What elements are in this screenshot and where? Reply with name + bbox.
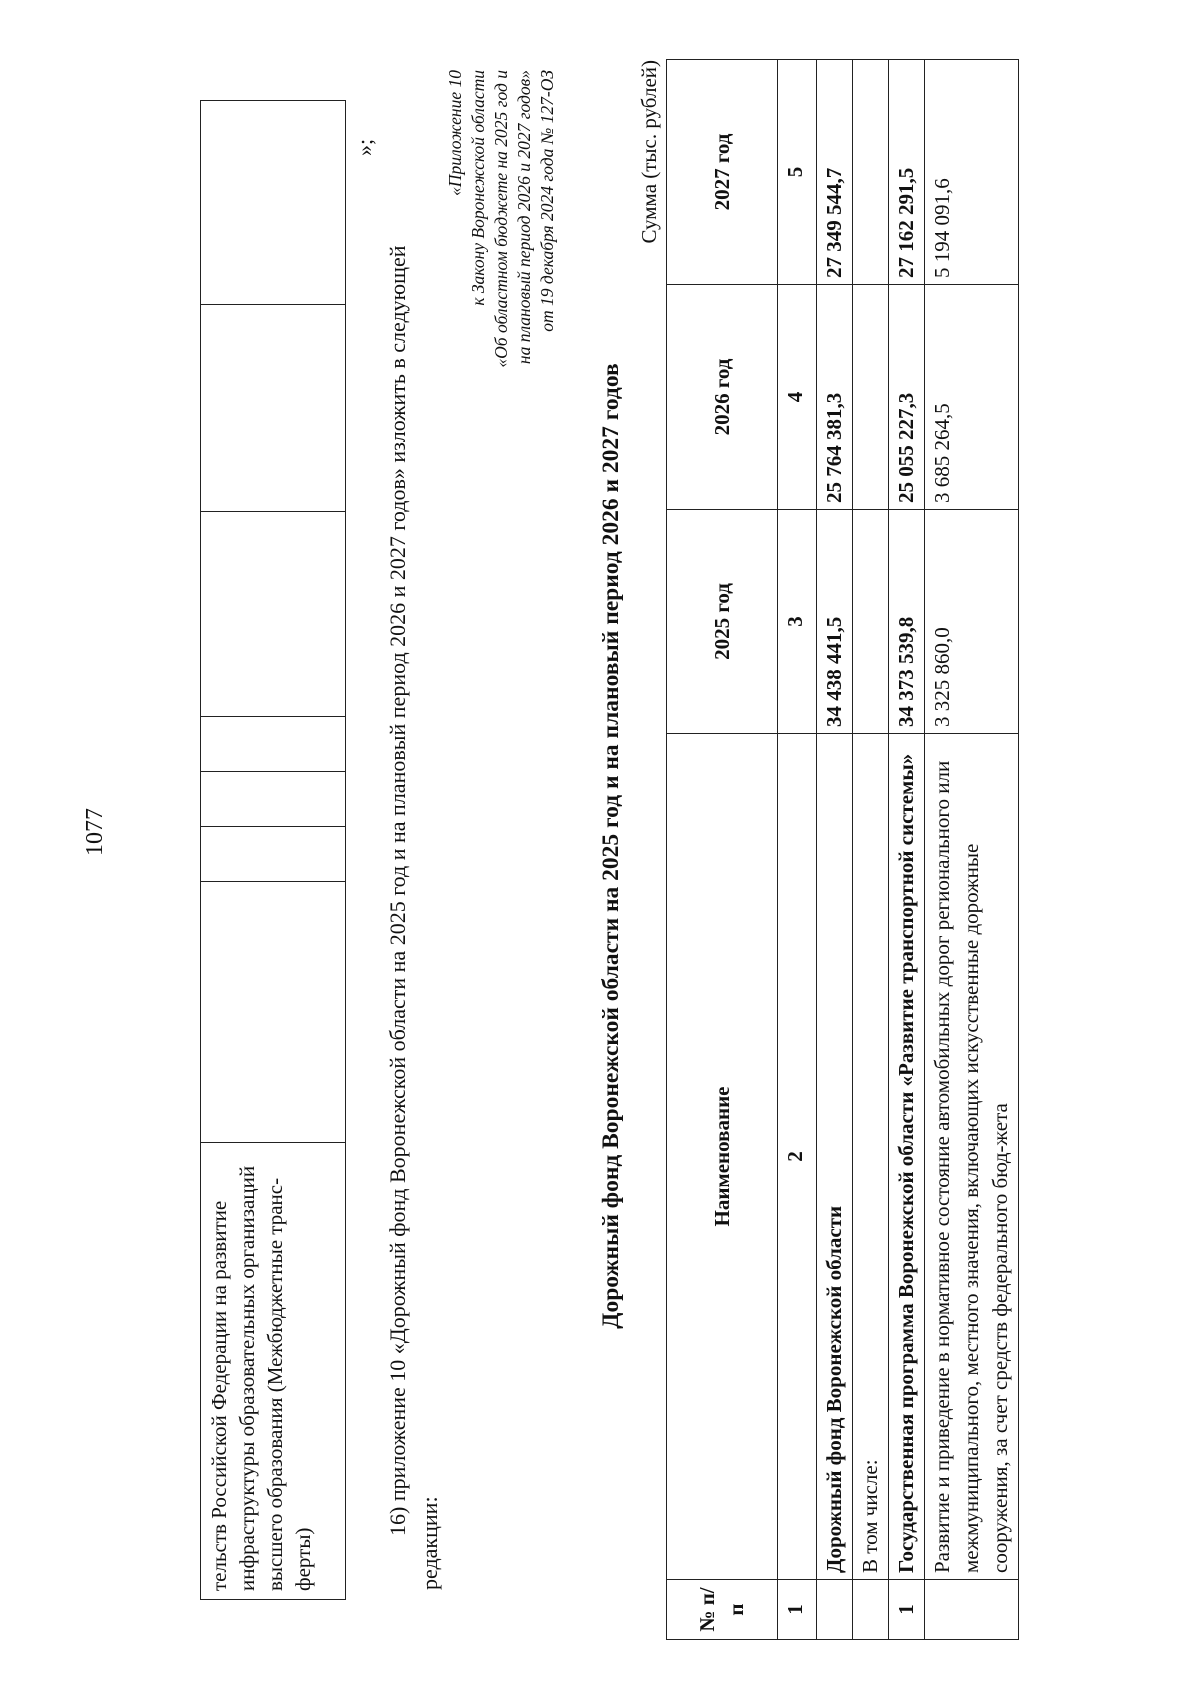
row-name: В том числе:	[853, 734, 889, 1580]
road-fund-table	[666, 59, 1019, 1640]
table-title: Дорожный фонд Воронежской области на 2025 год и на плановый период 2026 и 2027 годов	[598, 363, 624, 1329]
table-row	[925, 60, 1019, 1640]
row-name: Дорожный фонд Воронежской области	[817, 734, 853, 1580]
continuation-cell	[200, 826, 346, 882]
row-num	[853, 1580, 889, 1640]
continuation-cell	[200, 716, 346, 772]
closing-quote-mark: »;	[352, 138, 377, 156]
appendix-line: от 19 декабря 2024 года № 127-ОЗ	[537, 70, 557, 332]
amendment-item-16: 16) приложение 10 «Дорожный фонд Воронежской области на 2025 год и на плановый период 2026 и 2027 годов» изложить в следующей редакции:	[385, 245, 442, 1590]
continuation-table	[200, 100, 346, 1600]
header-2026: 2026 год	[667, 285, 778, 510]
header-name: Наименование	[667, 734, 778, 1580]
appendix-line: на плановый период 2026 и 2027 годов»	[514, 70, 534, 365]
row-2025: 34 373 539,8	[889, 510, 925, 734]
table-header-row	[667, 60, 778, 1640]
continuation-cell	[200, 771, 346, 827]
continuation-cell	[200, 304, 346, 512]
column-number: 2	[778, 734, 817, 1580]
continuation-cell	[200, 881, 346, 1143]
column-number-row	[778, 60, 817, 1640]
appendix-line: «Приложение 10	[445, 70, 465, 196]
row-num	[817, 1580, 853, 1640]
header-2025: 2025 год	[667, 510, 778, 734]
row-2025: 3 325 860,0	[925, 510, 1019, 734]
row-num	[925, 1580, 1019, 1640]
table-row	[817, 60, 853, 1640]
row-name: Развитие и приведение в нормативное состояние автомобильных дорог регионального или межмуниципального, местного значения, включающих искусственные дорожные сооружения, за счет средств федерального бюд-жета	[925, 734, 1019, 1580]
header-2027: 2027 год	[667, 60, 778, 285]
appendix-line: «Об областном бюджете на 2025 год и	[491, 70, 511, 368]
row-name: Государственная программа Воронежской области «Развитие транспортной системы»	[889, 734, 925, 1580]
row-2027	[853, 60, 889, 285]
column-number: 5	[778, 60, 817, 285]
row-2027: 27 349 544,7	[817, 60, 853, 285]
page-number: 1077	[82, 808, 108, 856]
header-num: № п/п	[667, 1580, 778, 1640]
table-row	[889, 60, 925, 1640]
row-num: 1	[889, 1580, 925, 1640]
column-number: 4	[778, 285, 817, 510]
appendix-line: к Закону Воронежской области	[468, 70, 488, 306]
continuation-cell	[200, 511, 346, 717]
appendix-reference	[444, 70, 559, 526]
row-2026	[853, 285, 889, 510]
continuation-cell-text: тельств Российской Федерации на развитие инфраструктуры образовательных организаций высшего образования (Межбюджетные транс-ферты)	[200, 1142, 346, 1600]
row-2025: 34 438 441,5	[817, 510, 853, 734]
row-2026: 25 055 227,3	[889, 285, 925, 510]
row-2025	[853, 510, 889, 734]
table-row	[853, 60, 889, 1640]
column-number: 3	[778, 510, 817, 734]
row-2027: 5 194 091,6	[925, 60, 1019, 285]
row-2027: 27 162 291,5	[889, 60, 925, 285]
units-label: Сумма (тыс. рублей)	[637, 60, 661, 244]
row-2026: 3 685 264,5	[925, 285, 1019, 510]
column-number: 1	[778, 1580, 817, 1640]
continuation-cell	[200, 100, 346, 305]
row-2026: 25 764 381,3	[817, 285, 853, 510]
